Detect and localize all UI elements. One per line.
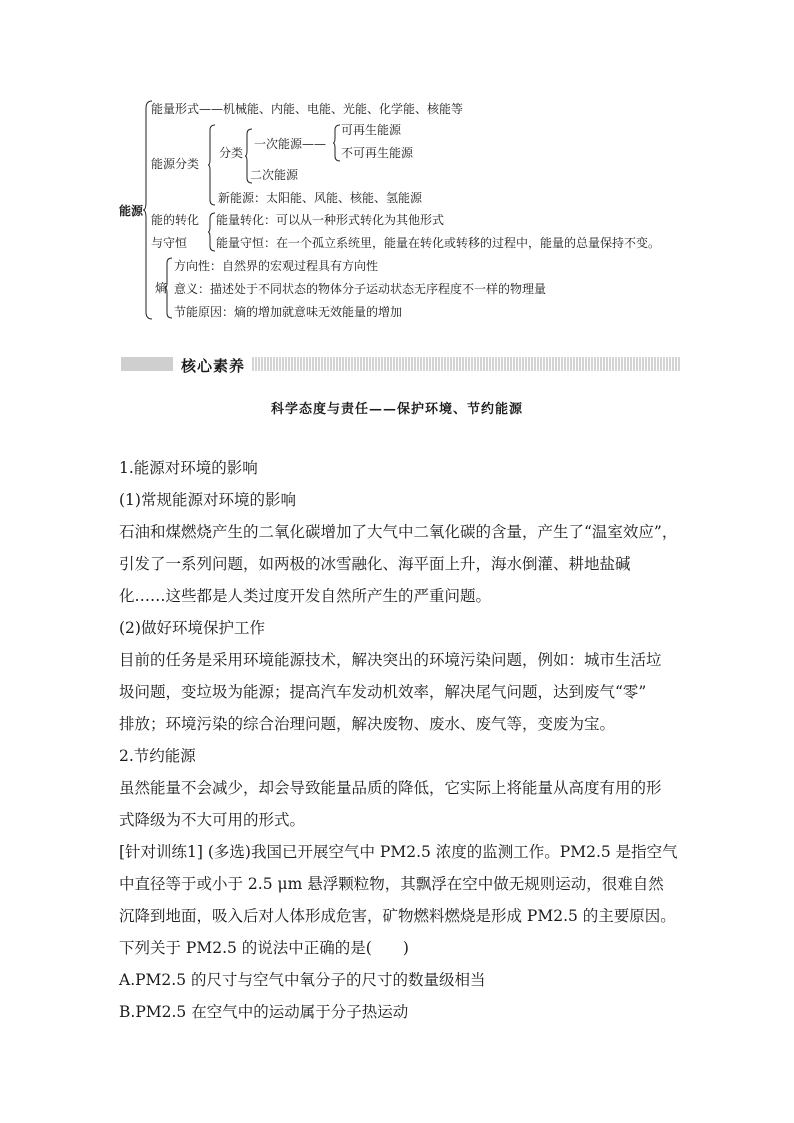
subheading-conventional-energy: (1)常规能源对环境的影响 [119,491,296,509]
text-line: 引发了一系列问题，如两极的冰雪融化、海平面上升，海水倒灌、耕地盐碱 [119,555,631,573]
classification-brace-icon [207,124,217,206]
secondary-energy: 二次能源 [250,168,299,182]
banner-bar-right [252,357,680,371]
text-line: 中直径等于或小于 2.5 μm 悬浮颗粒物，其飘浮在空中做无规则运动，很难自然 [119,875,664,893]
classification-label: 能源分类 [151,157,200,171]
option-a: A.PM2.5 的尺寸与空气中氧分子的尺寸的数量级相当 [119,971,486,989]
exercise-question: [针对训练1] (多选)我国已开展空气中 PM2.5 浓度的监测工作。PM2.5 是指空气 [119,843,678,861]
root-brace-icon [142,100,154,320]
banner-bar-left [121,357,173,371]
section-title: 核心素养 [181,357,246,375]
energy-conversion: 能量转化：可以从一种形式转化为其他形式 [216,213,445,227]
text-line: 沉降到地面，吸入后对人体形成危害，矿物燃料燃烧是形成 PM2.5 的主要原因。 [119,907,676,925]
heading-energy-environment: 1.能源对环境的影响 [119,459,258,477]
text-line: 式降级为不大可用的形式。 [119,811,306,829]
energy-forms: 能量形式——机械能、内能、电能、光能、化学能、核能等 [151,102,464,116]
entropy-direction: 方向性：自然界的宏观过程具有方向性 [174,259,379,273]
entropy-brace-icon [164,257,174,319]
text-line: 圾问题，变垃圾为能源；提高汽车发动机效率，解决尾气问题，达到废气“零” [119,683,647,701]
section-subtitle: 科学态度与责任——保护环境、节约能源 [270,402,523,417]
energy-saving-principle: 节能原因：熵的增加就意味无效能量的增加 [174,305,403,319]
classify-label: 分类 [219,146,244,160]
heading-energy-saving: 2.节约能源 [119,747,196,765]
conversion-label-1: 能的转化 [151,213,200,227]
mindmap-root: 能源 [119,204,144,218]
energy-conservation: 能量守恒：在一个孤立系统里，能量在转化或转移的过程中，能量的总量保持不变。 [216,236,661,250]
option-b: B.PM2.5 在空气中的运动属于分子热运动 [119,1003,409,1021]
text-line: 石油和煤燃烧产生的二氧化碳增加了大气中二氧化碳的含量，产生了“温室效应”， [119,523,678,541]
entropy-meaning: 意义：描述处于不同状态的物体分子运动状态无序程度不一样的物理量 [174,282,547,296]
subheading-environment-protection: (2)做好环境保护工作 [119,619,265,637]
new-energy: 新能源：太阳能、风能、核能、氢能源 [218,191,423,205]
primary-energy: 一次能源—— [254,137,327,151]
entropy-label: 熵 [155,281,168,295]
text-line: 目前的任务是采用环境能源技术，解决突出的环境污染问题，例如：城市生活垃 [119,651,662,669]
conversion-label-2: 与守恒 [151,236,188,250]
renewable-energy: 可再生能源 [341,123,402,137]
text-line: 化……这些都是人类过度开发自然所产生的严重问题。 [119,587,492,605]
body-text [119,452,679,1028]
question-stem: 下列关于 PM2.5 的说法中正确的是( ) [119,939,409,957]
text-line: 虽然能量不会减少，却会导致能量品质的降低，它实际上将能量从高度有用的形 [119,779,662,797]
text-line: 排放；环境污染的综合治理问题，解决废物、废水、废气等，变废为宝。 [119,715,616,733]
nonrenewable-energy: 不可再生能源 [341,146,414,160]
